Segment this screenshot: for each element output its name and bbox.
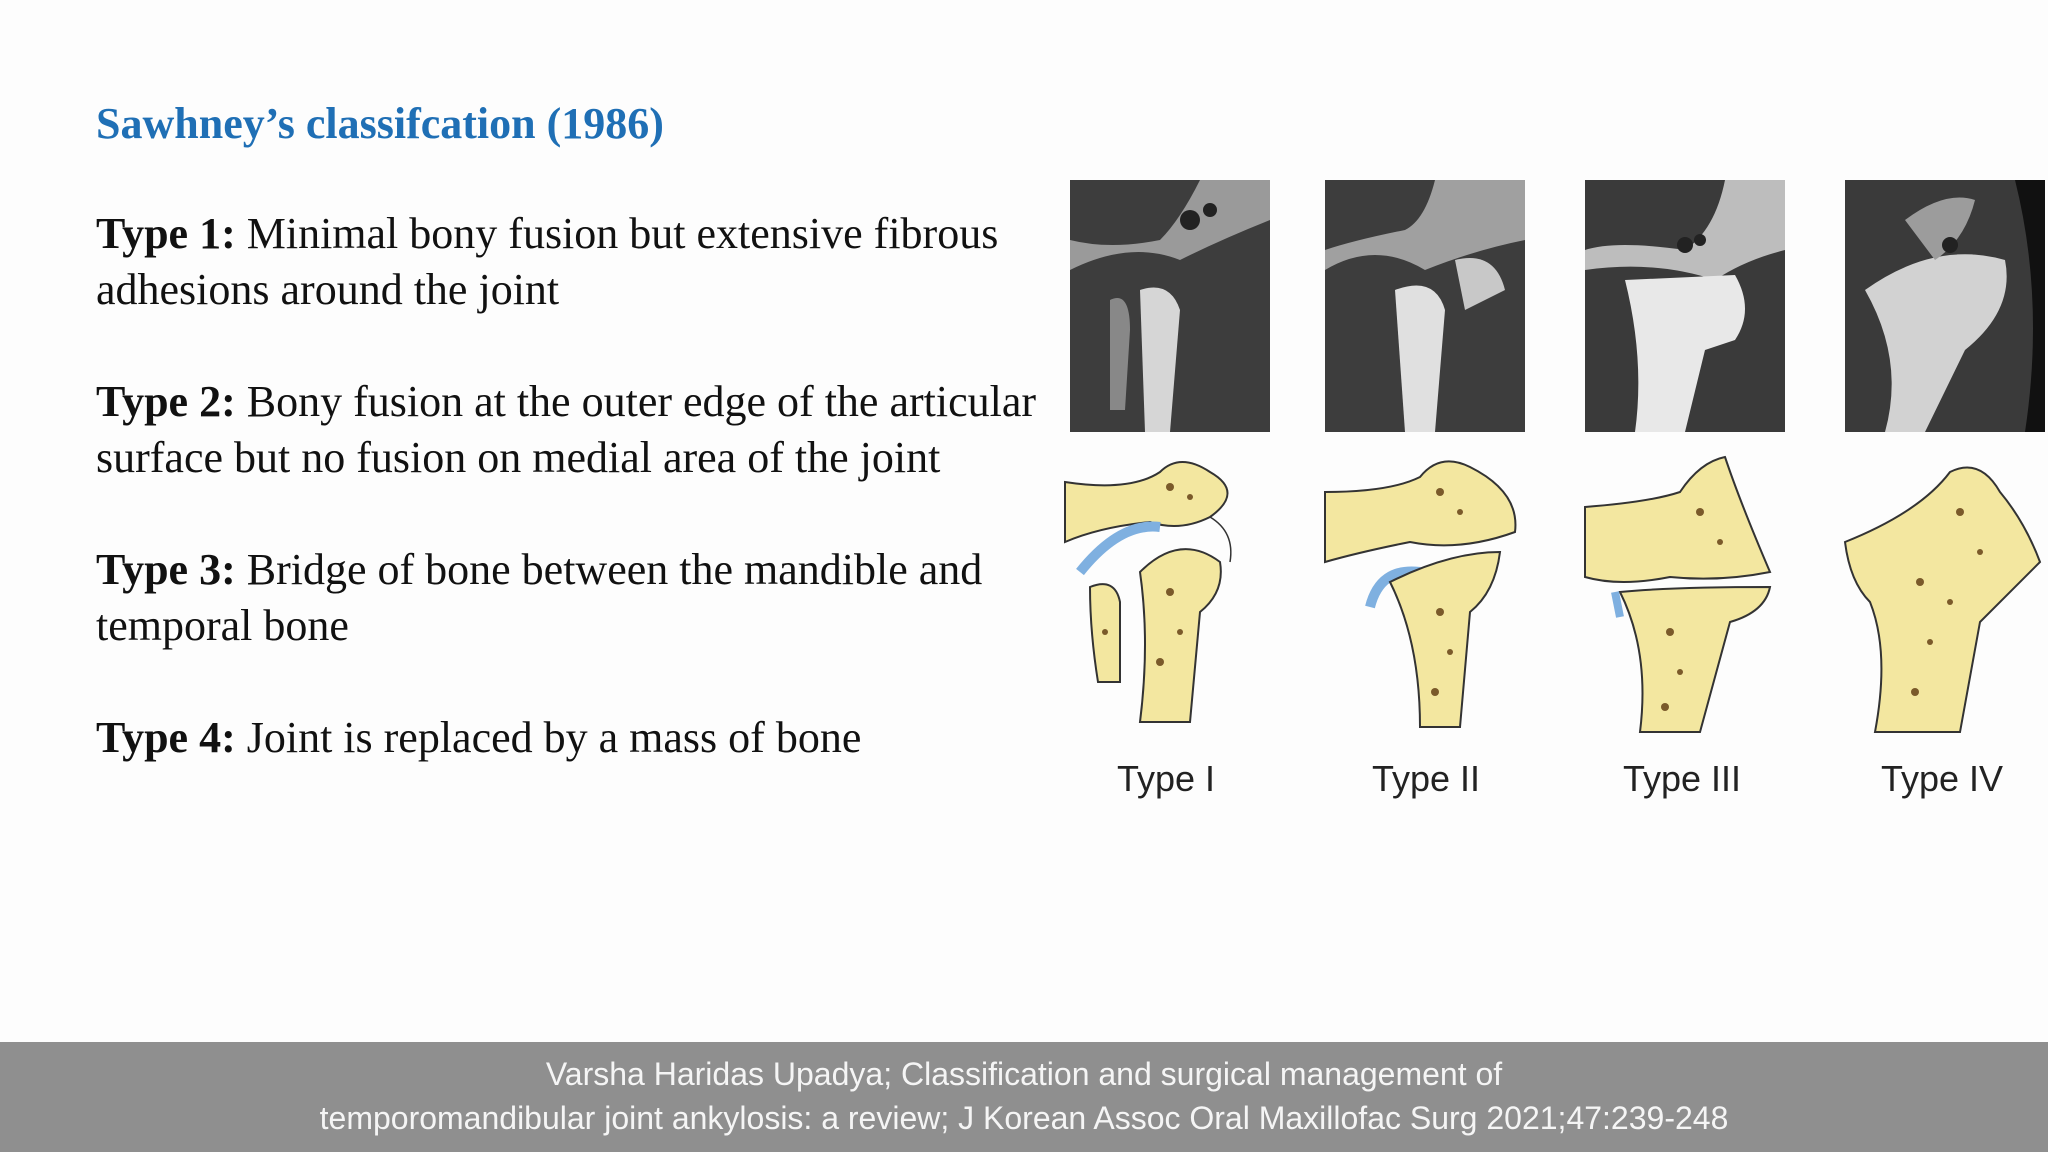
ct-scan-type-3 bbox=[1585, 180, 1785, 432]
ct-scan-type-4 bbox=[1845, 180, 2045, 432]
type-1-text: Minimal bony fusion but extensive fibrous adhesions around the joint bbox=[96, 209, 999, 314]
type-3-text: Bridge of bone between the mandible and temporal bone bbox=[96, 545, 983, 650]
figure-label-type-4: Type IV bbox=[1880, 758, 2004, 799]
diagram-type-4 bbox=[1840, 452, 2048, 742]
type-3-item bbox=[96, 542, 1056, 654]
diagram-type-3 bbox=[1580, 452, 1795, 742]
ct-scan-type-1 bbox=[1070, 180, 1270, 432]
type-4-item bbox=[96, 710, 1056, 766]
type-4-label: Type 4: bbox=[96, 713, 236, 762]
type-1-label: Type 1: bbox=[96, 209, 236, 258]
type-2-label: Type 2: bbox=[96, 377, 236, 426]
citation-footer bbox=[0, 1042, 2048, 1152]
type-4-text: Joint is replaced by a mass of bone bbox=[235, 713, 862, 762]
ct-scan-type-2 bbox=[1325, 180, 1525, 432]
type-list bbox=[96, 206, 1056, 822]
diagram-type-2 bbox=[1320, 452, 1535, 742]
figure-label-type-3: Type III bbox=[1622, 758, 1742, 799]
type-2-text: Bony fusion at the outer edge of the articular surface but no fusion on medial area of the joint bbox=[96, 377, 1037, 482]
citation-line-1: Varsha Haridas Upadya; Classification and surgical management of bbox=[545, 1056, 1503, 1092]
type-1-item bbox=[96, 206, 1056, 318]
figure-label-type-2: Type II bbox=[1371, 758, 1481, 799]
diagram-type-1 bbox=[1060, 452, 1275, 742]
ankylosis-figure bbox=[1060, 170, 2048, 820]
citation-line-2: temporomandibular joint ankylosis: a review; J Korean Assoc Oral Maxillofac Surg 2021;47:239-248 bbox=[319, 1100, 1729, 1136]
figure-label-type-1: Type I bbox=[1116, 758, 1216, 799]
type-2-item bbox=[96, 374, 1056, 486]
type-3-label: Type 3: bbox=[96, 545, 236, 594]
slide-heading: Sawhney’s classifcation (1986) bbox=[96, 99, 664, 148]
